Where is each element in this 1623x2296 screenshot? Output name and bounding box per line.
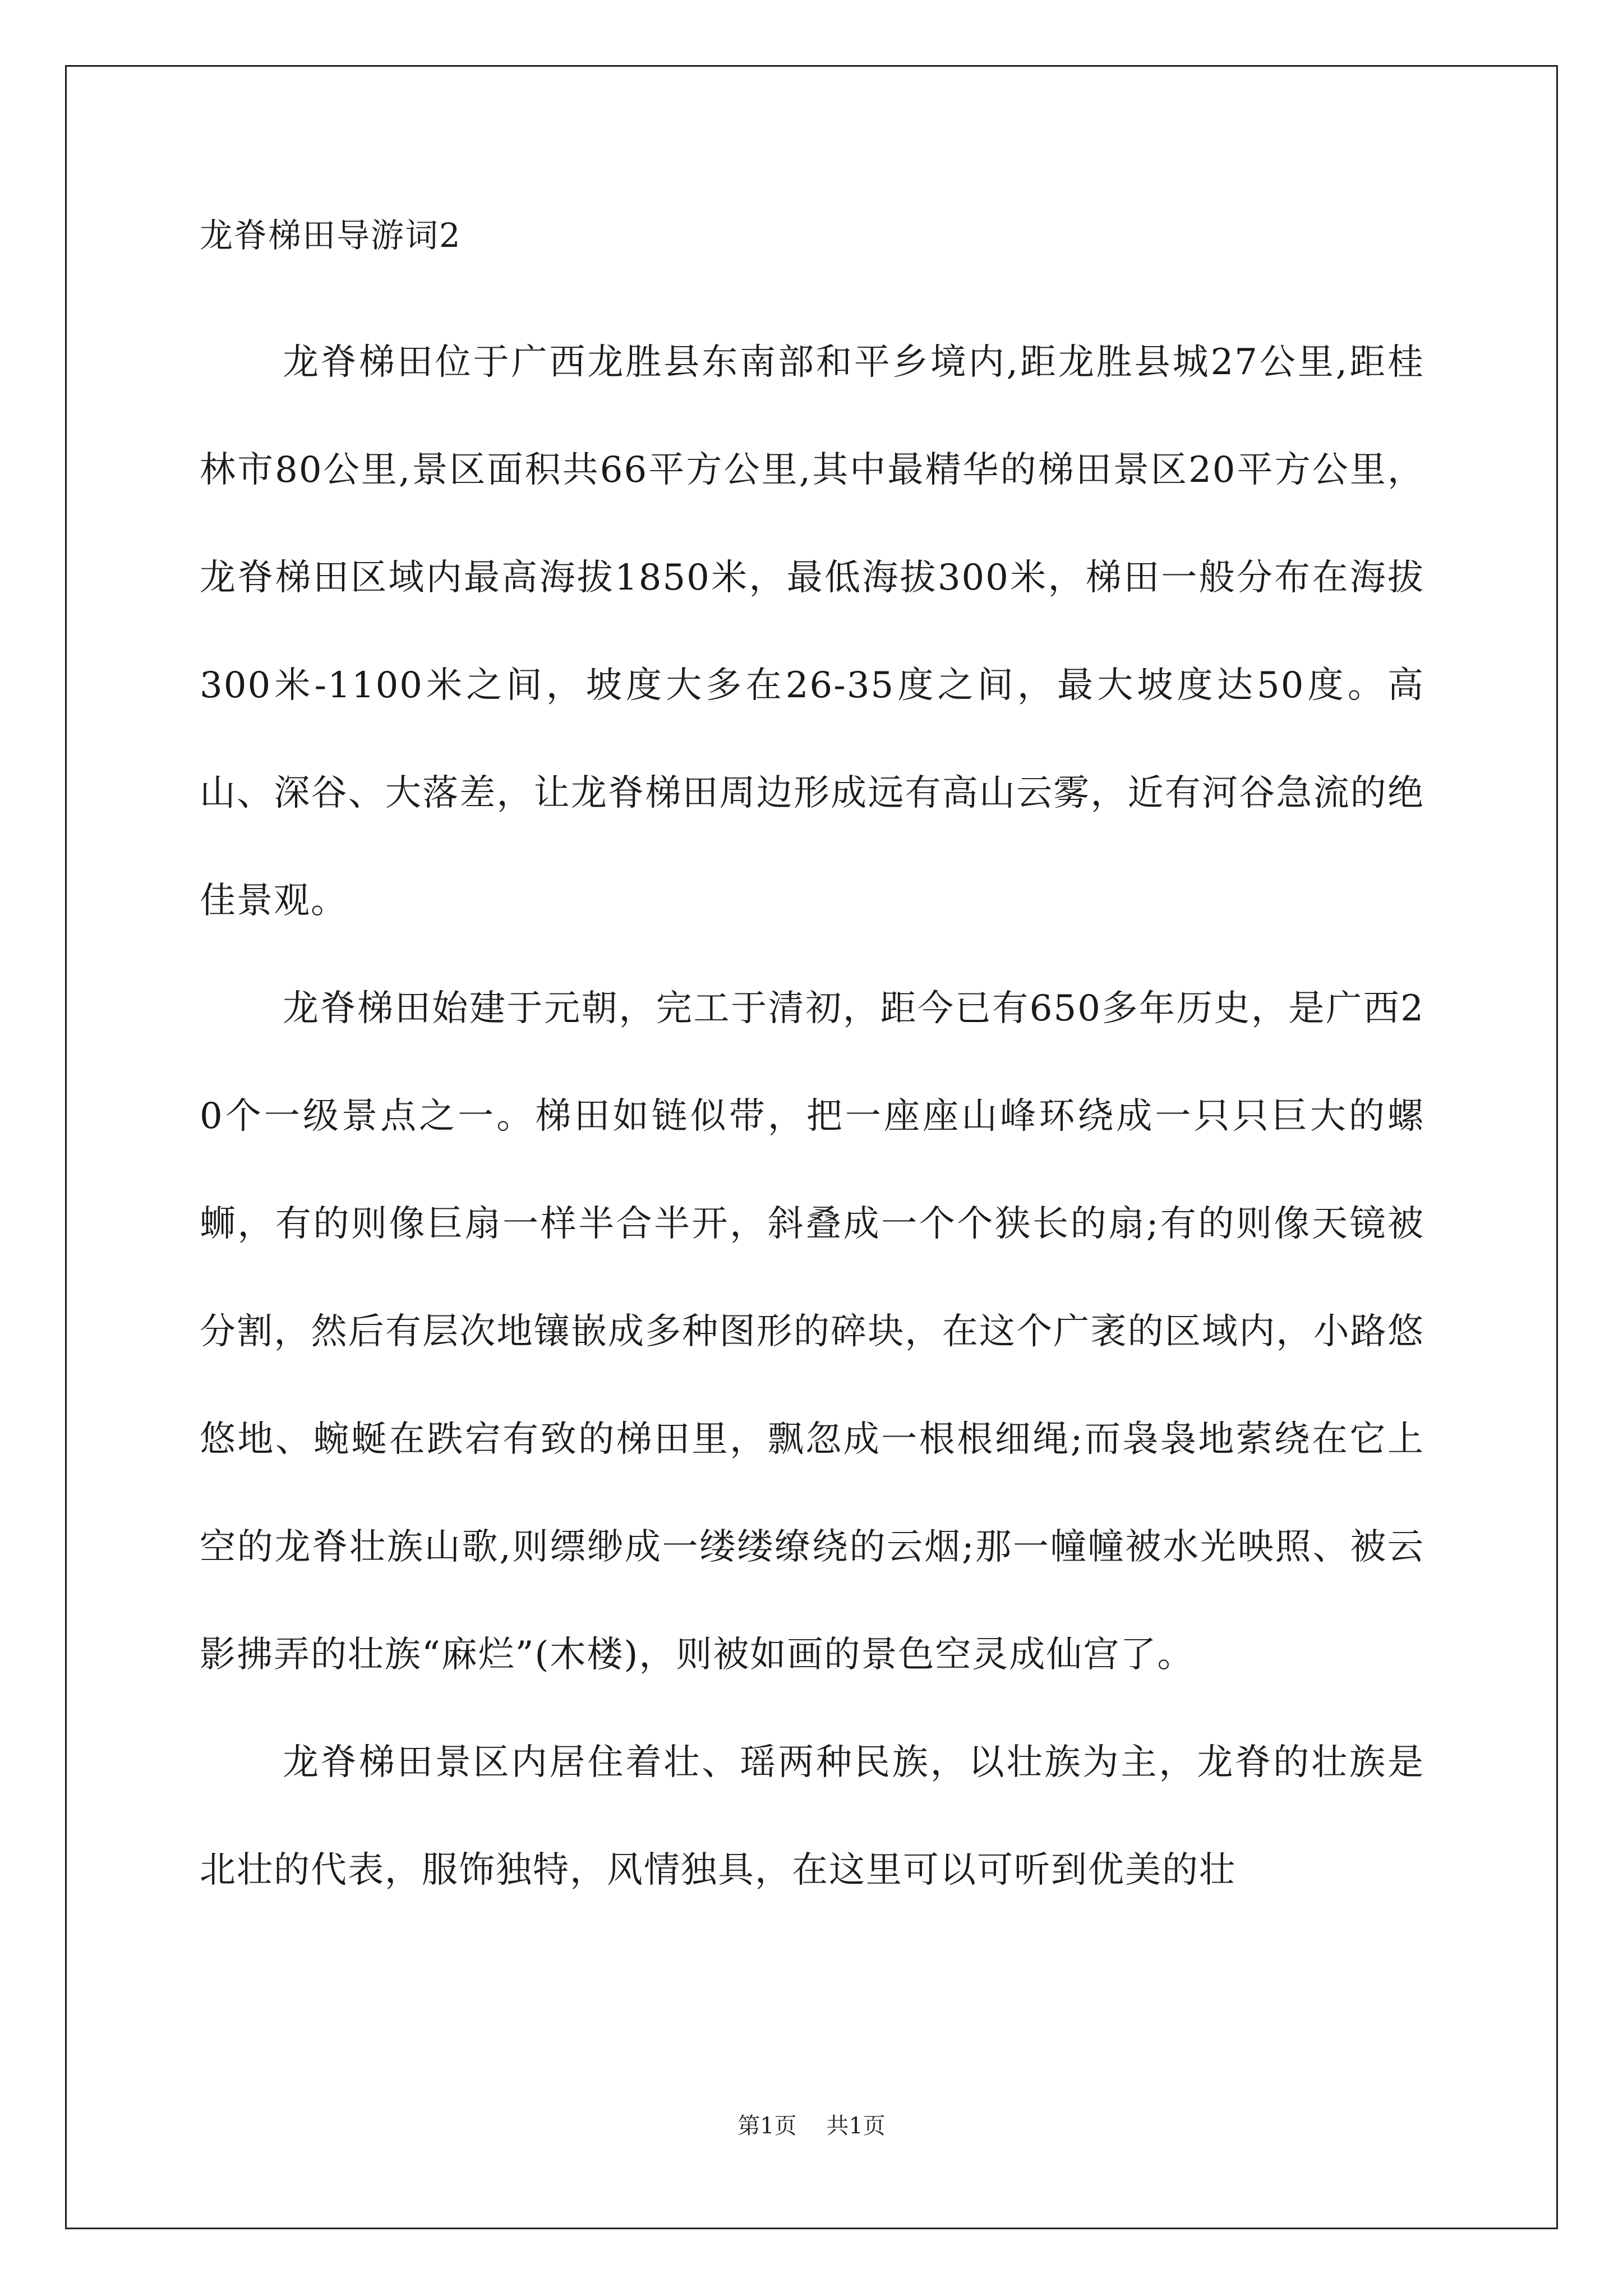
paragraph-3: 龙脊梯田景区内居住着壮、瑶两种民族，以壮族为主，龙脊的壮族是北壮的代表，服饰独特，风情独具，在这里可以可听到优美的壮 [200, 1742, 1424, 1891]
document-body [200, 209, 1424, 1924]
paragraph-1: 龙脊梯田位于广西龙胜县东南部和平乡境内,距龙胜县城27公里,距桂林市80公里,景区面积共66平方公里,其中最精华的梯田景区20平方公里，龙脊梯田区域内最高海拔1850米，最低海拔300米，梯田一般分布在海拔300米-1100米之间，坡度大多在26-35度之间，最大坡度达50度。高山、深谷、大落差，让龙脊梯田周边形成远有高山云雾，近有河谷急流的绝佳景观。 [200, 342, 1424, 922]
document-title: 龙脊梯田导游词2 [200, 216, 462, 255]
page-number: 第1页 [737, 2113, 797, 2139]
page-total: 共1页 [826, 2113, 886, 2139]
page-footer [0, 2109, 1623, 2143]
paragraph-2: 龙脊梯田始建于元朝，完工于清初，距今已有650多年历史，是广西20个一级景点之一。梯田如链似带，把一座座山峰环绕成一只只巨大的螺蛳，有的则像巨扇一样半合半开，斜叠成一个个狭长的扇;有的则像天镜被分割，然后有层次地镶嵌成多种图形的碎块，在这个广袤的区域内，小路悠悠地、蜿蜒在跌宕有致的梯田里，飘忽成一根根细绳;而袅袅地萦绕在它上空的龙脊壮族山歌,则缥缈成一缕缕缭绕的云烟;那一幢幢被水光映照、被云影拂弄的壮族“麻烂”(木楼)，则被如画的景色空灵成仙宫了。 [200, 988, 1424, 1676]
